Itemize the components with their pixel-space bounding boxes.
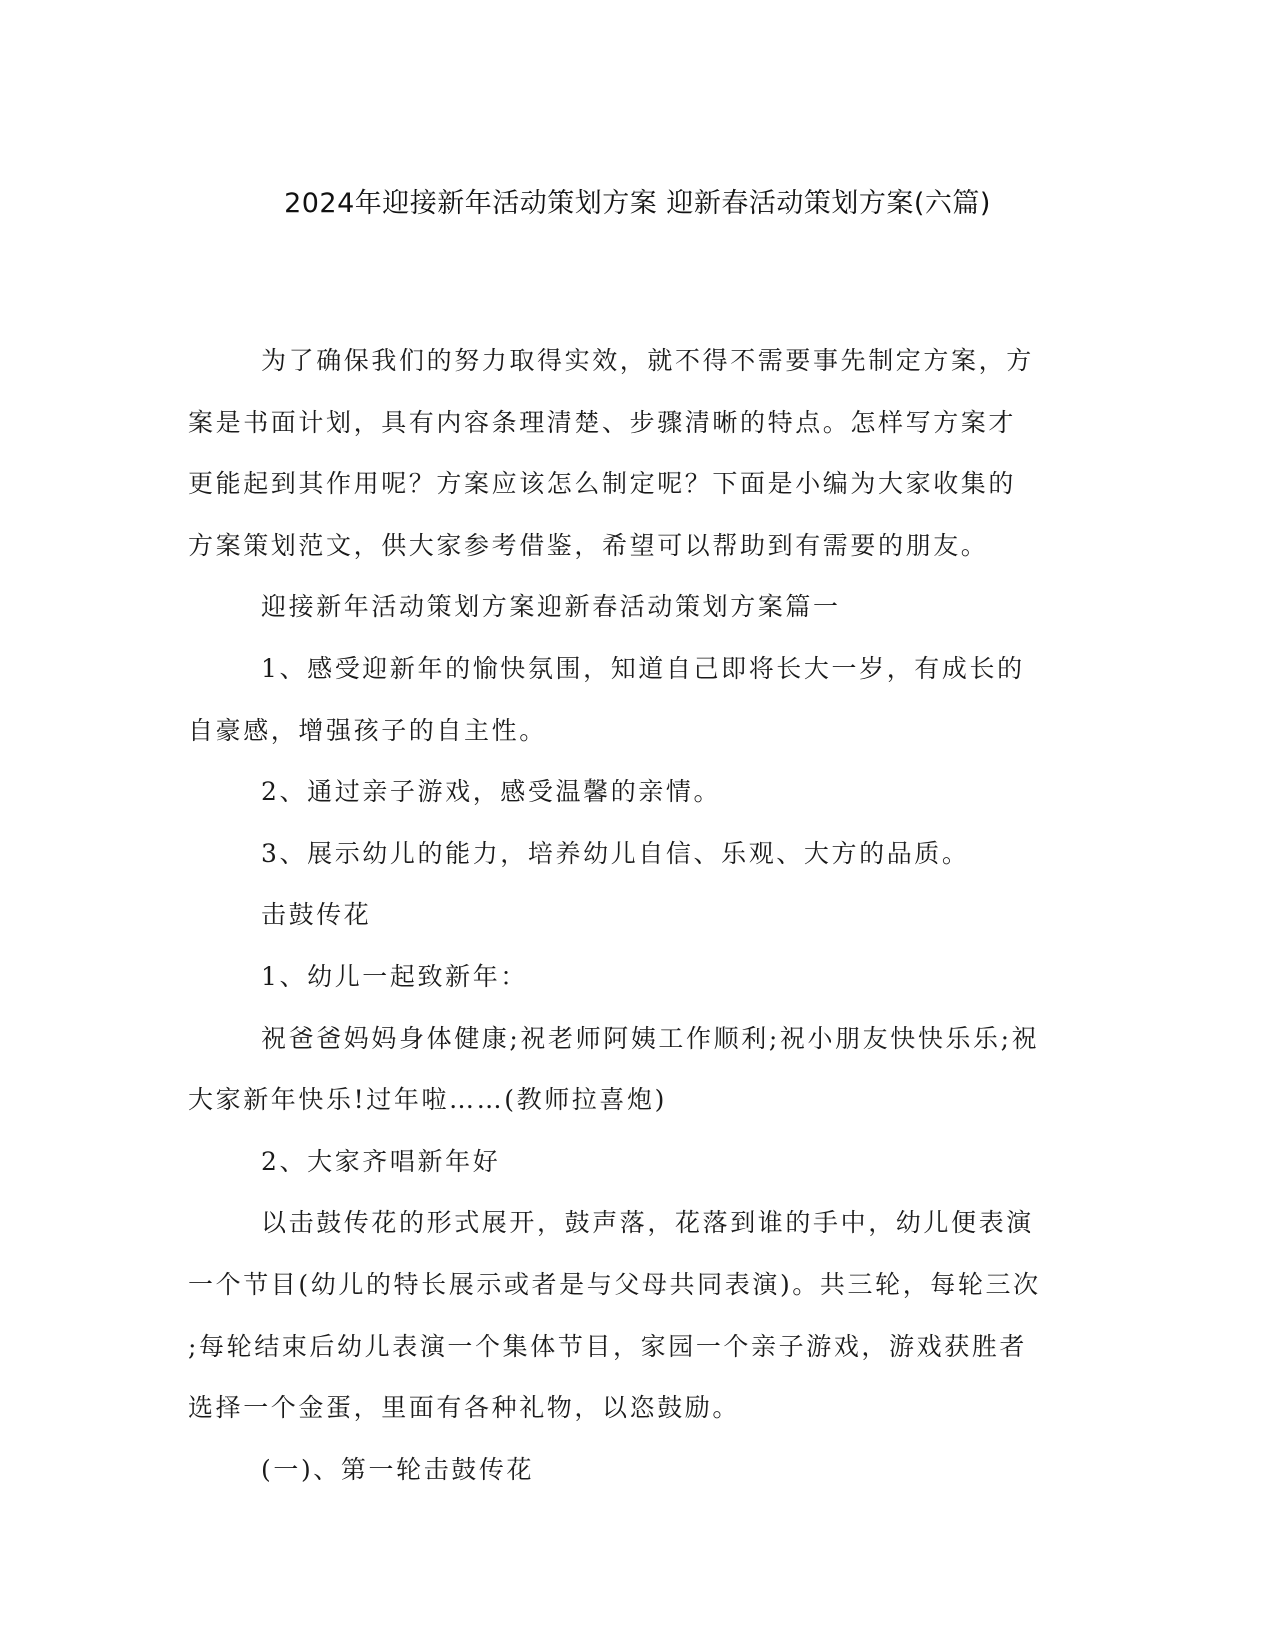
paragraph-line: 为了确保我们的努力取得实效，就不得不需要事先制定方案，方: [261, 346, 1034, 375]
list-item: [188, 946, 1090, 1008]
paragraph-line: 案是书面计划，具有内容条理清楚、步骤清晰的特点。怎样写方案才: [188, 407, 1017, 437]
paragraph-line: 祝爸爸妈妈身体健康;祝老师阿姨工作顺利;祝小朋友快快乐乐;祝: [261, 1023, 1040, 1053]
paragraph-line: 一个节目(幼儿的特长展示或者是与父母共同表演)。共三轮，每轮三次: [188, 1269, 1041, 1299]
paragraph-line: 2、通过亲子游戏，感受温馨的亲情。: [261, 777, 722, 807]
paragraph-line: 以击鼓传花的形式展开，鼓声落，花落到谁的手中，幼儿便表演: [261, 1208, 1034, 1238]
paragraph-line: 方案策划范文，供大家参考借鉴，希望可以帮助到有需要的朋友。: [188, 530, 989, 560]
paragraph-line: 1、感受迎新年的愉快氛围，知道自己即将长大一岁，有成长的: [261, 653, 1025, 683]
list-item: [188, 1131, 1090, 1193]
paragraph-line: ;每轮结束后幼儿表演一个集体节目，家园一个亲子游戏，游戏获胜者: [188, 1331, 1028, 1361]
paragraph-line: 自豪感，增强孩子的自主性。: [188, 715, 547, 745]
paragraph-line: 1、幼儿一起致新年：: [261, 961, 528, 991]
paragraph-line: 大家新年快乐!过年啦……(教师拉喜炮): [188, 1085, 667, 1115]
paragraph-line: 击鼓传花: [261, 900, 372, 930]
paragraph-line: 2、大家齐唱新年好: [261, 1146, 501, 1176]
subheading: [188, 884, 1090, 946]
document-body: [188, 330, 1090, 1500]
paragraph: [188, 1008, 1090, 1131]
list-item: [188, 638, 1090, 761]
paragraph-line: 更能起到其作用呢？方案应该怎么制定呢？下面是小编为大家收集的: [188, 469, 1017, 499]
paragraph-line: 3、展示幼儿的能力，培养幼儿自信、乐观、大方的品质。: [261, 838, 970, 868]
list-item: [188, 823, 1090, 885]
section-heading: [188, 576, 1090, 638]
paragraph: [188, 1192, 1090, 1438]
list-item: [188, 761, 1090, 823]
paragraph-line: 迎接新年活动策划方案迎新春活动策划方案篇一: [261, 592, 841, 622]
subheading: [188, 1439, 1090, 1501]
paragraph-line: (一)、第一轮击鼓传花: [261, 1454, 535, 1484]
paragraph-line: 选择一个金蛋，里面有各种礼物，以恣鼓励。: [188, 1393, 741, 1423]
document-title: 2024年迎接新年活动策划方案 迎新春活动策划方案(六篇): [284, 188, 991, 219]
paragraph-intro: [188, 330, 1090, 576]
